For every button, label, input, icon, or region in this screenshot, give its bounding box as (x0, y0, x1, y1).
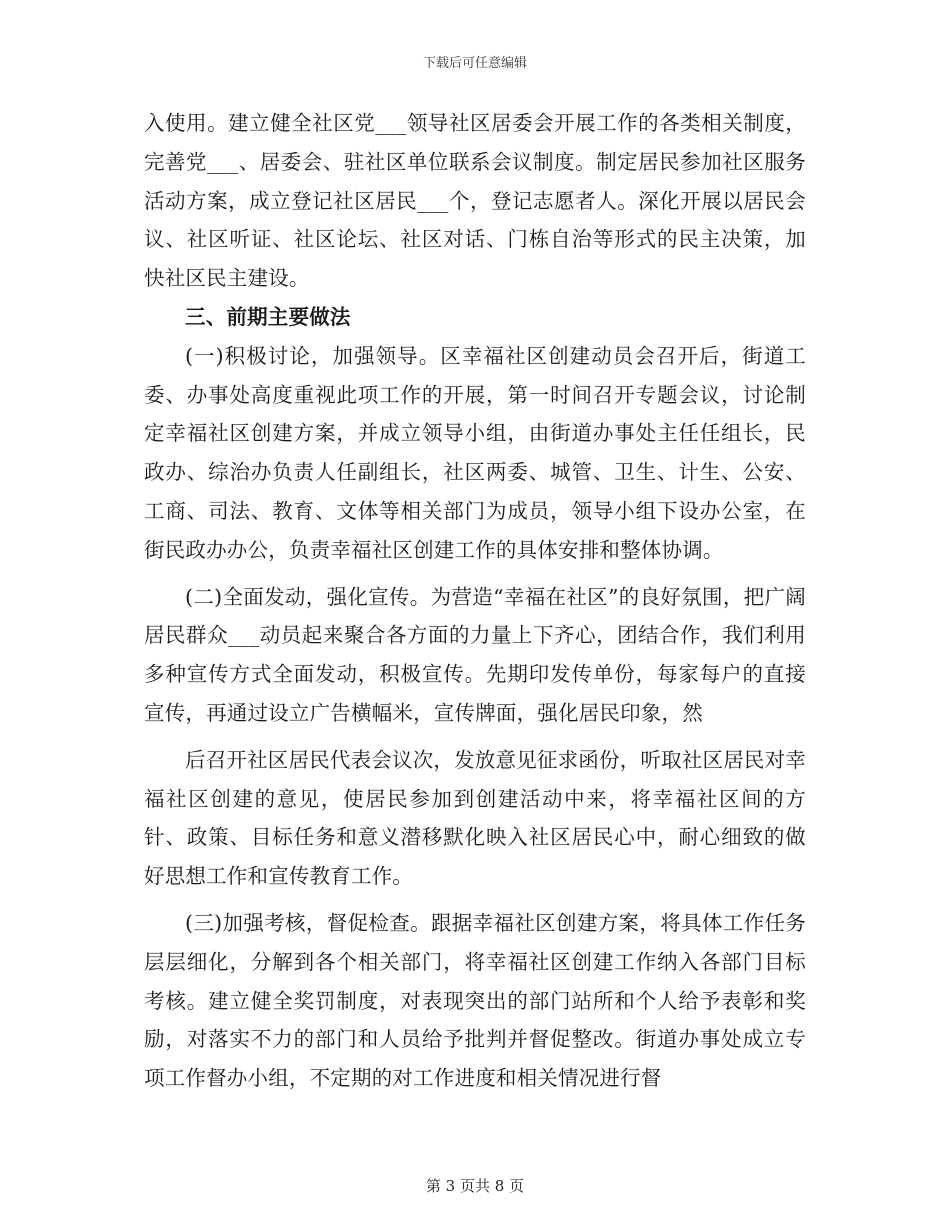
paragraph-continuation: 入使用。建立健全社区党___领导社区居委会开展工作的各类相关制度，完善党___、居委会、驻社区单位联系会议制度。制定居民参加社区服务活动方案，成立登记社区居民___个，登记志愿者人。深化开展以居民会议、社区听证、社区论坛、社区对话、门栋自治等形式的民主决策，加快社区民主建设。 (144, 111, 806, 291)
paragraph-publicity-continued: 后召开社区居民代表会议次，发放意见征求函份，听取社区居民对幸福社区创建的意见，使居民参加到创建活动中来，将幸福社区间的方针、政策、目标任务和意义潜移默化映入社区居民心中，耐心细致的做好思想工作和宣传教育工作。 (144, 747, 806, 889)
paragraph-publicity: (二)全面发动，强化宣传。为营造“幸福在社区”的良好氛围，把广阔居民群众___动员起来聚合各方面的力量上下齐心，团结合作，我们利用多种宣传方式全面发动，积极宣传。先期印发传单份，每家每户的直接宣传，再通过设立广告横幅米，宣传牌面，强化居民印象，然 (144, 584, 806, 725)
paragraph-leadership: (一)积极讨论，加强领导。区幸福社区创建动员会召开后，街道工委、办事处高度重视此项工作的开展，第一时间召开专题会议，讨论制定幸福社区创建方案，并成立领导小组，由街道办事处主任任组长，民政办、综治办负责人任副组长，社区两委、城管、卫生、计生、公安、工商、司法、教育、文体等相关部门为成员，领导小组下设办公室，在街民政办办公，负责幸福社区创建工作的具体安排和整体协调。 (144, 343, 806, 562)
section-heading: 三、前期主要做法 (185, 304, 351, 329)
document-body (144, 104, 806, 1098)
page-number: 第 3 页共 8 页 (425, 1177, 525, 1195)
page-header: 下载后可任意编辑 (422, 56, 527, 71)
paragraph-assessment: (三)加强考核，督促检查。跟据幸福社区创建方案，将具体工作任务层层细化，分解到各个相关部门，将幸福社区创建工作纳入各部门目标考核。建立健全奖罚制度，对表现突出的部门站所和个人给予表彰和奖励，对落实不力的部门和人员给予批判并督促整改。街道办事处成立专项工作督办小组，不定期的对工作进度和相关情况进行督 (144, 910, 806, 1091)
